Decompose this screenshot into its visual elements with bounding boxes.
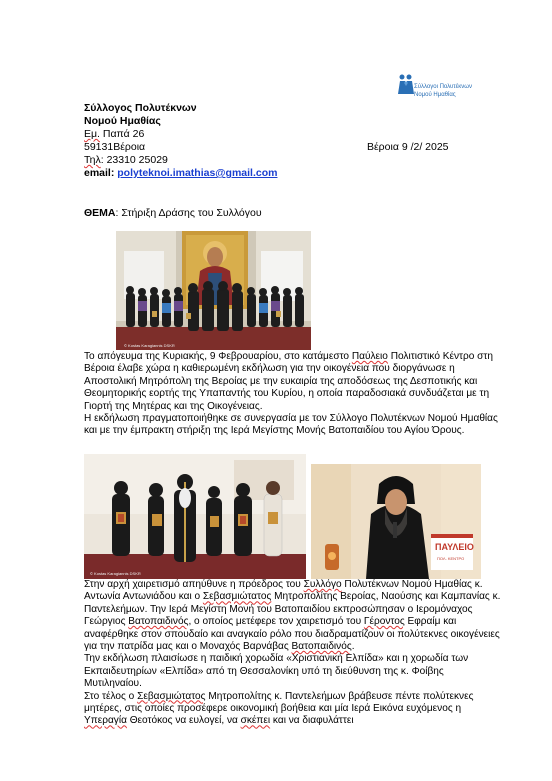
- p2-word-vatopaidinos: Βατοπαιδινός: [128, 616, 189, 628]
- p2-word-gerontos: Γέροντος: [363, 616, 405, 628]
- photo-credit-2: © Kostas Karagiannis DSKR: [90, 571, 141, 576]
- p2-text-10: Θεοτόκος να ευλογεί, να: [126, 715, 241, 727]
- subject-text: : Στήριξη Δράσης του Συλλόγου: [115, 207, 262, 219]
- association-logo: [396, 72, 506, 106]
- p2-text-1: Στην αρχή χαιρετισμό απηύθυνε η πρόεδρος του: [84, 579, 304, 590]
- p2-word-skepei: σκέπει: [240, 715, 271, 727]
- p2-text-4: , ο οποίος μετέφερε τον χαιρετισμό του: [188, 616, 364, 628]
- p1-text-2: Πολιτιστικό Κέντρο στη Βέροια έλαβε χώρα η καθιερωμένη εκδήλωση για την οικογένεια που διοργάνωσε η Αποστολική Μητρόπολη της Βεροίας με την ευκαιρία της αποδόσεως της Δεσποτικής και Θεομητορικής εορτής της Υπαπαντής του Κυρίου, η οποία παραδοσιακά συνδυάζεται με τη Γιορτή της Μητέρας και της Οικογένειας.: [84, 351, 493, 412]
- paragraph-speeches: [84, 579, 504, 728]
- letter-date: Βέροια 9 /2/ 2025: [367, 141, 449, 153]
- paragraph-event-text: [84, 351, 504, 413]
- sender-email: [84, 167, 277, 180]
- p2-word-sevasmiotatos: Σεβασμιώτατος: [202, 591, 272, 603]
- p2-word-yperagia: Υπεραγία: [84, 715, 127, 727]
- phone-number: : 23310 25029: [100, 154, 168, 166]
- street-abbr: Εμ.: [84, 128, 100, 140]
- subject-line: [84, 207, 262, 219]
- p2-text-11: και να διαφυλάττει: [270, 715, 354, 727]
- speaker-photo: [311, 464, 481, 579]
- phone-label: Τηλ: [84, 154, 101, 166]
- paragraph-choirs: Την εκδήλωση πλαισίωσε η παιδική χορωδία «Χριστιανική Ελπίδα» και η χορωδία των Εκπαιδευτηρίων «Ελπίδα» από τη Θεσσαλονίκη υπό τη διεύθυνση της κ. Φοίβης Μυτιληναίου.: [84, 653, 469, 690]
- p1-word-pavleio: Παύλειο: [351, 351, 388, 362]
- p2-text-2: Πολυτέκνων Νομού Ημαθίας κ. Αντωνία Αντωνιάδου και ο: [84, 579, 483, 603]
- photo-credit: © Kostas Karagiannis DSKR: [124, 343, 175, 348]
- p2-text-3: Μητροπολίτης Βεροίας, Ναούσης και Καμπανίας κ. Παντελεήμων. Την Ιερά Μεγίστη Μονή του Βατοπαιδίου εκπροσώπησαν ο Ιερομόναχος Γεώργιος: [84, 591, 501, 628]
- logo-text-line2: Νομού Ημαθίας: [414, 92, 456, 98]
- sender-phone: [84, 154, 168, 167]
- logo-text-line1: Σύλλογοι Πολυτέκνων: [414, 84, 472, 90]
- sender-postal: 59131Βέροια: [84, 141, 146, 153]
- p2-text-9: Μητροπολίτης κ. Παντελεήμων βράβευσε πέντε πολύτεκνες μητέρες, στις οποίες προσέφερε οικονομική βοήθεια και μία Ιερά Εικόνα ευχόμενος η: [84, 690, 474, 715]
- p2-text-8: Στο τέλος ο: [84, 690, 138, 702]
- svg-text:ΠΑΥΛΕΙΟ: ΠΑΥΛΕΙΟ: [435, 542, 474, 552]
- group-photo: [116, 231, 311, 350]
- family-logo-icon: [396, 72, 416, 96]
- paragraph-awards: [84, 691, 504, 728]
- p2-text-5: Εφραίμ και αναφέρθηκε στον σπουδαίο και αναγκαίο ρόλο που διαδραματίζουν οι πολύτεκνες οικογένειες για την πατρίδα μας και ο Μοναχός Βαρνάβας: [84, 616, 500, 653]
- p2-word-sevasmiotatos-2: Σεβασμιώτατος: [137, 690, 206, 702]
- p2-text-6: .: [351, 641, 355, 653]
- sender-region: Νομού Ημαθίας: [84, 115, 161, 127]
- sender-street: [84, 128, 144, 141]
- email-link[interactable]: polyteknoi.imathias@gmail.com: [117, 167, 278, 179]
- svg-text:ΠΟΛ. ΚΕΝΤΡΟ: ΠΟΛ. ΚΕΝΤΡΟ: [437, 556, 465, 561]
- paragraph-cooperation: Η εκδήλωση πραγματοποιήθηκε σε συνεργασία με τον Σύλλογο Πολυτέκνων Νομού Ημαθίας και με την έμπρακτη στήριξη της Ιερά Μεγίστης Μονής Βατοπαιδίου του Αγίου Όρους.: [84, 413, 498, 437]
- subject-label: ΘΕΜΑ: [84, 207, 116, 219]
- email-label: email:: [84, 167, 118, 179]
- p2-word-syllogo: Συλλόγο: [303, 579, 342, 590]
- p1-text-1: Το απόγευμα της Κυριακής, 9 Φεβρουαρίου, στο κατάμεστο: [84, 351, 352, 362]
- award-photo: [84, 454, 306, 579]
- sender-name: Σύλλογος Πολυτέκνων: [84, 102, 197, 114]
- street-rest: Παπά 26: [99, 128, 145, 140]
- paragraph-greetings: [84, 579, 504, 653]
- paragraph-event: [84, 351, 504, 438]
- p2-word-vatopaidinos-2: Βατοπαιδινός: [291, 641, 352, 653]
